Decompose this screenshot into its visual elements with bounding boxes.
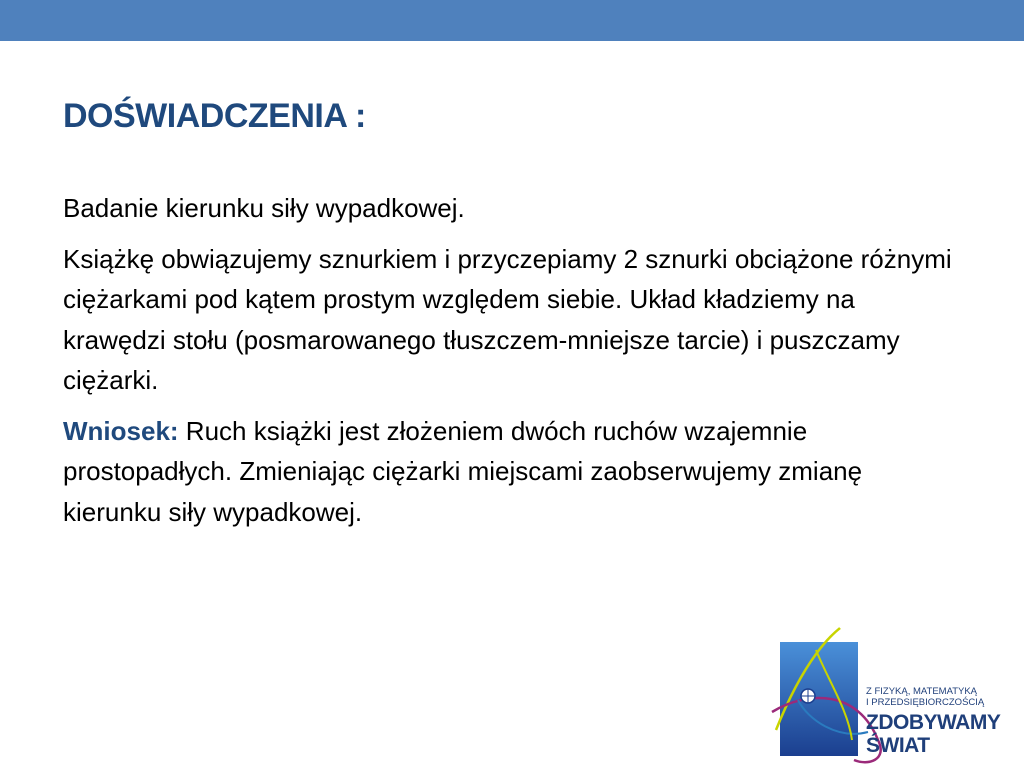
logo-line-1: Z FIZYKĄ, MATEMATYKĄ xyxy=(866,686,978,697)
logo-line-4: ŚWIAT xyxy=(866,734,930,757)
logo-text-block xyxy=(866,686,1024,757)
logo-line-3: ZDOBYWAMY xyxy=(866,711,1001,734)
intro-paragraph: Badanie kierunku siły wypadkowej. xyxy=(63,193,465,223)
conclusion-text: Ruch książki jest złożeniem dwóch ruchów wzajemnie prostopadłych. Zmieniając ciężarki miejscami zaobserwujemy zmianę kierunku siły wypadkowej. xyxy=(63,415,863,527)
project-logo xyxy=(768,620,1024,768)
logo-line-2: I PRZEDSIĘBIORCZOŚCIĄ xyxy=(866,697,985,708)
slide-title: DOŚWIADCZENIA : xyxy=(63,97,366,135)
conclusion-label: Wniosek: xyxy=(63,415,179,446)
conclusion-paragraph xyxy=(63,411,963,533)
slide-content xyxy=(63,188,963,542)
top-accent-bar xyxy=(0,0,1024,41)
procedure-paragraph: Książkę obwiązujemy sznurkiem i przyczepiamy 2 sznurki obciążone różnymi ciężarkami pod kątem prostym względem siebie. Układ kładziemy na krawędzi stołu (posmarowanego tłuszczem-mniejsze tarcie) i puszczamy ciężarki. xyxy=(63,243,952,395)
